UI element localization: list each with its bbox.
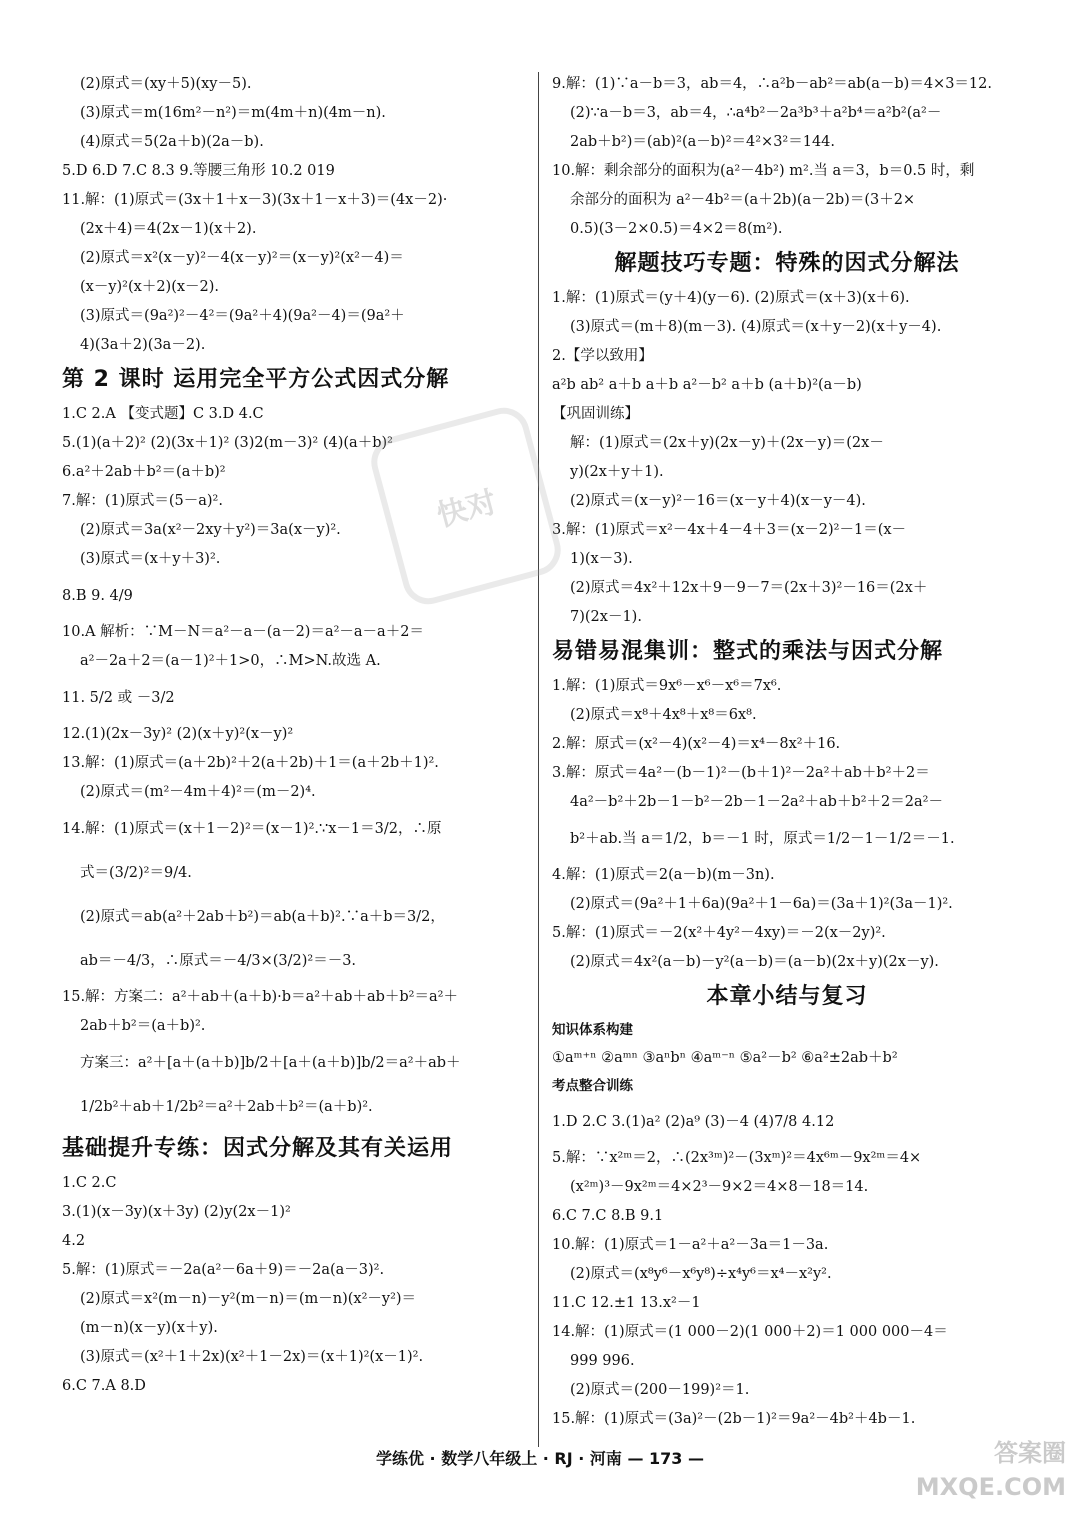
answer-line: 5.解：∵x²ᵐ＝2，∴(2x³ᵐ)²－(3xᵐ)²＝4x⁶ᵐ－9x²ᵐ＝4× bbox=[552, 1150, 922, 1166]
answer-line: (2)原式＝(x⁸y⁶－x⁶y⁸)÷x⁴y⁶＝x⁴－x²y². bbox=[570, 1266, 832, 1282]
section-heading: 基础提升专练：因式分解及其有关运用 bbox=[62, 1136, 454, 1161]
corner-watermark: 答案圈 MXQE.COM bbox=[915, 1439, 1066, 1501]
answer-line: 1/2b²＋ab＋1/2b²＝a²＋2ab＋b²＝(a＋b)². bbox=[80, 1099, 373, 1115]
answer-line: (2)原式＝4x²(a－b)－y²(a－b)＝(a－b)(2x＋y)(2x－y). bbox=[570, 954, 939, 970]
answer-line: 999 996. bbox=[570, 1353, 635, 1369]
answer-line: 4.解：(1)原式＝2(a－b)(m－3n). bbox=[552, 867, 775, 883]
answer-line: 8.B 9. 4/9 bbox=[62, 588, 133, 604]
right-column bbox=[552, 70, 1022, 1434]
answer-line: (2)原式＝(xy＋5)(xy－5). bbox=[80, 76, 252, 92]
answer-line: (3)原式＝m(16m²－n²)＝m(4m＋n)(4m－n). bbox=[80, 105, 386, 121]
answer-line: (2)原式＝(x－y)²－16＝(x－y＋4)(x－y－4). bbox=[570, 493, 866, 509]
answer-line: 11.解：(1)原式＝(3x＋1＋x－3)(3x＋1－x＋3)＝(4x－2)· bbox=[62, 192, 448, 208]
answer-line: 10.解：剩余部分的面积为(a²－4b²) m².当 a＝3，b＝0.5 时，剩 bbox=[552, 163, 975, 179]
answer-line: 1)(x－3). bbox=[570, 551, 633, 567]
stamp-watermark: 快对 bbox=[366, 402, 567, 610]
answer-line: 11.C 12.±1 13.x²－1 bbox=[552, 1295, 701, 1311]
answer-line: 5.(1)(a＋2)² (2)(3x＋1)² (3)2(m－3)² (4)(a＋b)² bbox=[62, 435, 393, 451]
answer-line: 3.解：(1)原式＝x²－4x＋4－4＋3＝(x－2)²－1＝(x－ bbox=[552, 522, 907, 538]
answer-line: (2)原式＝x⁸＋4x⁸＋x⁸＝6x⁸. bbox=[570, 707, 757, 723]
answer-line: (3)原式＝(9a²)²－4²＝(9a²＋4)(9a²－4)＝(9a²＋ bbox=[80, 308, 405, 324]
answer-line: (2)原式＝3a(x²－2xy＋y²)＝3a(x－y)². bbox=[80, 522, 341, 538]
section-heading: 易错易混集训：整式的乘法与因式分解 bbox=[552, 639, 944, 664]
answer-line: 1.C 2.C bbox=[62, 1175, 117, 1191]
answer-line: (2)∵a－b＝3，ab＝4，∴a⁴b²－2a³b³＋a²b⁴＝a²b²(a²－ bbox=[570, 105, 942, 121]
answer-line: 1.D 2.C 3.(1)a² (2)a⁹ (3)－4 (4)7/8 4.12 bbox=[552, 1114, 835, 1130]
answer-line: (2)原式＝(m²－4m＋4)²＝(m－2)⁴. bbox=[80, 784, 316, 800]
answer-line: 5.D 6.D 7.C 8.3 9.等腰三角形 10.2 019 bbox=[62, 163, 335, 179]
answer-line: 0.5)(3－2×0.5)＝4×2＝8(m²). bbox=[570, 221, 783, 237]
answer-line: 7.解：(1)原式＝(5－a)². bbox=[62, 493, 223, 509]
answer-line: y)(2x＋y＋1). bbox=[570, 464, 664, 480]
answer-line: 11. 5/2 或 －3/2 bbox=[62, 690, 175, 706]
answer-line: 余部分的面积为 a²－4b²＝(a＋2b)(a－2b)＝(3＋2× bbox=[570, 192, 916, 208]
answer-line: 9.解：(1)∵a－b＝3，ab＝4，∴a²b－ab²＝ab(a－b)＝4×3＝12. bbox=[552, 76, 992, 92]
answer-line: (4)原式＝5(2a＋b)(2a－b). bbox=[80, 134, 264, 150]
answer-line: 13.解：(1)原式＝(a＋2b)²＋2(a＋2b)＋1＝(a＋2b＋1)². bbox=[62, 755, 439, 771]
answer-line: 5.解：(1)原式＝－2(x²＋4y²－4xy)＝－2(x－2y)². bbox=[552, 925, 886, 941]
answer-line: 4.2 bbox=[62, 1233, 86, 1249]
page-footer: 学练优 · 数学八年级上 · RJ · 河南 — 173 — bbox=[375, 1449, 705, 1468]
answer-line: 1.解：(1)原式＝(y＋4)(y－6). (2)原式＝(x＋3)(x＋6). bbox=[552, 290, 910, 306]
answer-line: 4)(3a＋2)(3a－2). bbox=[80, 337, 206, 353]
answer-line: (3)原式＝(m＋8)(m－3). (4)原式＝(x＋y－2)(x＋y－4). bbox=[570, 319, 942, 335]
subsection-heading: 知识体系构建 bbox=[552, 1022, 633, 1038]
answer-line: (3)原式＝(x＋y＋3)². bbox=[80, 551, 221, 567]
answer-line: (2)原式＝4x²＋12x＋9－9－7＝(2x＋3)²－16＝(2x＋ bbox=[570, 580, 928, 596]
section-heading: 第 2 课时 运用完全平方公式因式分解 bbox=[62, 367, 450, 392]
answer-line: 10.A 解析：∵M－N＝a²－a－(a－2)＝a²－a－a＋2＝ bbox=[62, 624, 424, 640]
answer-line: (m－n)(x－y)(x＋y). bbox=[80, 1320, 218, 1336]
answer-line: 4a²－b²＋2b－1－b²－2b－1－2a²＋ab＋b²＋2＝2a²－ bbox=[570, 794, 943, 810]
answer-line: 2ab＋b²)＝(ab)²(a－b)²＝4²×3²＝144. bbox=[570, 134, 836, 150]
answer-line: 14.解：(1)原式＝(1 000－2)(1 000＋2)＝1 000 000－4＝ bbox=[552, 1324, 948, 1340]
answer-line: 3.(1)(x－3y)(x＋3y) (2)y(2x－1)² bbox=[62, 1204, 291, 1220]
answer-line: 解：(1)原式＝(2x＋y)(2x－y)＋(2x－y)＝(2x－ bbox=[570, 435, 884, 451]
answer-line: 2.【学以致用】 bbox=[552, 348, 653, 364]
answer-line: (2)原式＝x²(m－n)－y²(m－n)＝(m－n)(x²－y²)＝ bbox=[80, 1291, 417, 1307]
answer-line: (x－y)²(x＋2)(x－2). bbox=[80, 279, 220, 295]
column-divider bbox=[538, 72, 539, 1447]
section-heading: 解题技巧专题：特殊的因式分解法 bbox=[614, 251, 960, 276]
answer-line: 1.解：(1)原式＝9x⁶－x⁶－x⁶＝7x⁶. bbox=[552, 678, 782, 694]
answer-line: 【巩固训练】 bbox=[552, 406, 639, 422]
answer-line: ab＝－4/3，∴原式＝－4/3×(3/2)²＝－3. bbox=[80, 953, 357, 969]
answer-line: 15.解：(1)原式＝(3a)²－(2b－1)²＝9a²－4b²＋4b－1. bbox=[552, 1411, 916, 1427]
answer-line: (2)原式＝ab(a²＋2ab＋b²)＝ab(a＋b)².∵a＋b＝3/2， bbox=[80, 909, 445, 925]
answer-line: 12.(1)(2x－3y)² (2)(x＋y)²(x－y)² bbox=[62, 726, 294, 742]
answer-line: b²＋ab.当 a＝1/2，b＝－1 时，原式＝1/2－1－1/2＝－1. bbox=[570, 831, 955, 847]
answer-line: (x²ᵐ)³－9x²ᵐ＝4×2³－9×2＝4×8－18＝14. bbox=[570, 1179, 869, 1195]
answer-line: 3.解：原式＝4a²－(b－1)²－(b＋1)²－2a²＋ab＋b²＋2＝ bbox=[552, 765, 930, 781]
answer-line: (3)原式＝(x²＋1＋2x)(x²＋1－2x)＝(x＋1)²(x－1)². bbox=[80, 1349, 424, 1365]
answer-line: 15.解：方案二：a²＋ab＋(a＋b)·b＝a²＋ab＋ab＋b²＝a²＋ bbox=[62, 989, 458, 1005]
section-heading: 本章小结与复习 bbox=[706, 984, 868, 1009]
answer-line: (2)原式＝(9a²＋1＋6a)(9a²＋1－6a)＝(3a＋1)²(3a－1)². bbox=[570, 896, 953, 912]
answer-line: 6.C 7.A 8.D bbox=[62, 1378, 146, 1394]
left-column bbox=[62, 70, 532, 1401]
answer-line: 2ab＋b²＝(a＋b)². bbox=[80, 1018, 206, 1034]
answer-line: 2.解：原式＝(x²－4)(x²－4)＝x⁴－8x²＋16. bbox=[552, 736, 841, 752]
subsection-heading: 考点整合训练 bbox=[552, 1078, 633, 1094]
answer-line: 5.解：(1)原式＝－2a(a²－6a＋9)＝－2a(a－3)². bbox=[62, 1262, 385, 1278]
answer-line: (2)原式＝(200－199)²＝1. bbox=[570, 1382, 750, 1398]
answer-line: 7)(2x－1). bbox=[570, 609, 642, 625]
answer-line: 10.解：(1)原式＝1－a²＋a²－3a＝1－3a. bbox=[552, 1237, 829, 1253]
answer-line: ①aᵐ⁺ⁿ ②aᵐⁿ ③aⁿbⁿ ④aᵐ⁻ⁿ ⑤a²－b² ⑥a²±2ab＋b² bbox=[552, 1050, 898, 1066]
answer-line: (2x＋4)＝4(2x－1)(x＋2). bbox=[80, 221, 257, 237]
answer-line: 6.a²＋2ab＋b²＝(a＋b)² bbox=[62, 464, 226, 480]
answer-line: 6.C 7.C 8.B 9.1 bbox=[552, 1208, 664, 1224]
answer-line: 1.C 2.A 【变式题】C 3.D 4.C bbox=[62, 406, 264, 422]
answer-line: 14.解：(1)原式＝(x＋1－2)²＝(x－1)².∵x－1＝3/2，∴原 bbox=[62, 821, 442, 837]
answer-line: 式＝(3/2)²＝9/4. bbox=[80, 865, 192, 881]
answer-line: 方案三：a²＋[a＋(a＋b)]b/2＋[a＋(a＋b)]b/2＝a²＋ab＋ bbox=[80, 1055, 461, 1071]
answer-line: a²－2a＋2＝(a－1)²＋1>0，∴M>N.故选 A. bbox=[80, 653, 381, 669]
answer-line: a²b ab² a＋b a＋b a²－b² a＋b (a＋b)²(a－b) bbox=[552, 377, 862, 393]
answer-line: (2)原式＝x²(x－y)²－4(x－y)²＝(x－y)²(x²－4)＝ bbox=[80, 250, 404, 266]
